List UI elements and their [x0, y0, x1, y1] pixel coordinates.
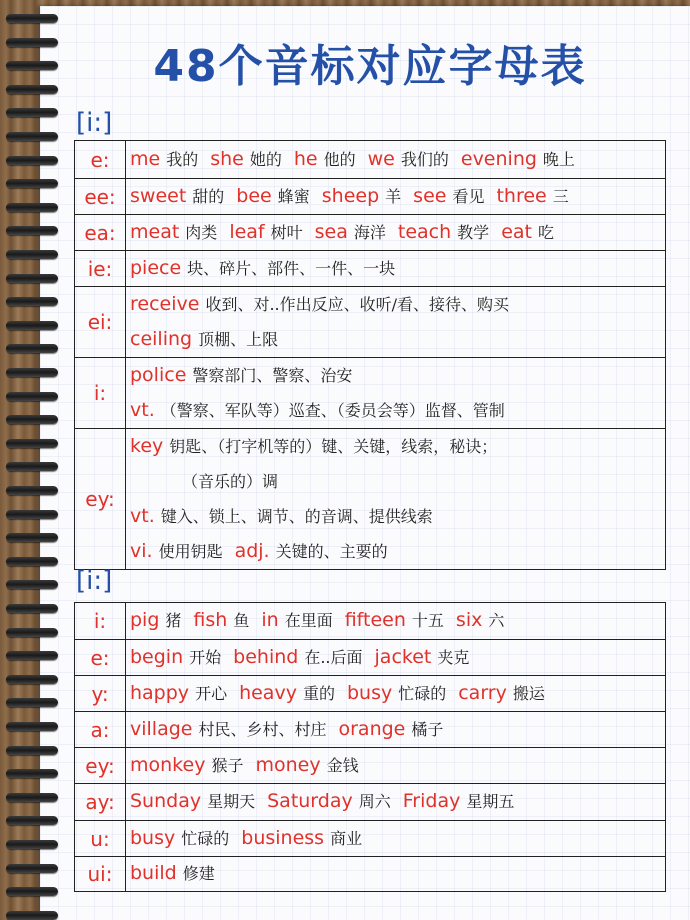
- word-cell: [126, 857, 666, 892]
- word-cell: [126, 748, 666, 784]
- word-line: [130, 784, 661, 820]
- english-word: see: [413, 185, 447, 207]
- word-line: [130, 251, 661, 286]
- chinese-meaning: 警察部门、警察、治安: [192, 366, 353, 385]
- word-cell: [126, 603, 666, 640]
- english-word: leaf: [229, 221, 265, 243]
- spiral-ring: [6, 816, 58, 825]
- chinese-meaning: 忙碌的: [181, 829, 230, 848]
- english-word: he: [293, 148, 318, 170]
- spiral-ring: [6, 415, 58, 424]
- section-label-2: [i:]: [76, 566, 113, 596]
- spiral-ring: [6, 274, 58, 283]
- word-cell: [126, 179, 666, 215]
- spiral-ring: [6, 462, 58, 471]
- english-word: teach: [397, 221, 452, 243]
- word-line: [130, 821, 661, 856]
- word-line: [130, 857, 661, 891]
- english-word: eat: [501, 221, 532, 243]
- chinese-meaning: 村民、乡村、村庄: [198, 720, 327, 739]
- table-row: [75, 676, 666, 712]
- spiral-ring: [6, 250, 58, 259]
- english-word: three: [496, 185, 547, 207]
- english-word: orange: [338, 718, 406, 740]
- chinese-meaning: 猴子: [211, 756, 244, 775]
- spiral-ring: [6, 628, 58, 637]
- chinese-meaning: 周六: [358, 792, 391, 811]
- chinese-meaning: 顶棚、上限: [198, 330, 279, 349]
- spiral-ring: [6, 911, 58, 920]
- spiral-ring: [6, 698, 58, 707]
- word-cell: [126, 251, 666, 287]
- chinese-meaning: 蜂蜜: [277, 187, 310, 206]
- chinese-meaning: 重的: [302, 684, 335, 703]
- english-word: sea: [314, 221, 348, 243]
- spiral-ring: [6, 840, 58, 849]
- spiral-ring: [6, 604, 58, 613]
- spiral-ring: [6, 344, 58, 353]
- english-word: adj.: [234, 540, 270, 562]
- word-line: [130, 640, 661, 675]
- chinese-meaning: 键入、锁上、调节、的音调、提供线索: [160, 507, 433, 526]
- chinese-meaning: 收到、对..作出反应、收听/看、接待、购买: [205, 295, 510, 314]
- chinese-meaning: 在里面: [284, 611, 333, 630]
- word-cell: [126, 429, 666, 570]
- page-title: 48个音标对应字母表: [153, 41, 587, 92]
- spiral-ring: [6, 746, 58, 755]
- english-word: she: [210, 148, 244, 170]
- spiral-ring: [6, 793, 58, 802]
- word-cell: [126, 712, 666, 748]
- english-word: monkey: [130, 754, 206, 776]
- spiral-ring: [6, 769, 58, 778]
- word-cell: [126, 676, 666, 712]
- phonetic-key: i:: [75, 358, 126, 429]
- word-cell: [126, 821, 666, 857]
- spiral-ring: [6, 179, 58, 188]
- english-word: village: [130, 718, 193, 740]
- phonetic-key: ie:: [75, 251, 126, 287]
- english-word: meat: [130, 221, 180, 243]
- english-word: sheep: [321, 185, 380, 207]
- spiral-ring: [6, 108, 58, 117]
- chinese-meaning: 星期五: [466, 792, 515, 811]
- english-word: piece: [130, 257, 182, 279]
- phonetic-table-2: [74, 602, 666, 892]
- english-word: vi.: [130, 540, 153, 562]
- word-line: [130, 748, 661, 783]
- english-word: six: [455, 609, 483, 631]
- chinese-meaning: 三: [552, 187, 569, 206]
- english-word: business: [241, 827, 325, 849]
- spiral-ring: [6, 85, 58, 94]
- table-row: [75, 603, 666, 640]
- chinese-meaning: 海洋: [353, 223, 386, 242]
- phonetic-key: ei:: [75, 287, 126, 358]
- section-label-1: [i:]: [76, 108, 113, 138]
- table-row: [75, 784, 666, 821]
- spiral-ring: [6, 887, 58, 896]
- chinese-meaning: 星期天: [207, 792, 256, 811]
- chinese-meaning: （音乐的）调: [182, 472, 279, 491]
- chinese-meaning: 钥匙、（打字机等的）键、关键，线索，秘诀；: [169, 437, 498, 456]
- english-word: bee: [236, 185, 272, 207]
- chinese-meaning: 十五: [411, 611, 444, 630]
- spiral-ring: [6, 297, 58, 306]
- table-row: [75, 215, 666, 251]
- word-cell: [126, 215, 666, 251]
- table-row: [75, 358, 666, 429]
- english-word: Friday: [402, 790, 461, 812]
- chinese-meaning: 晚上: [542, 150, 575, 169]
- english-word: we: [367, 148, 395, 170]
- chinese-meaning: 我们的: [400, 150, 449, 169]
- spiral-ring: [6, 61, 58, 70]
- english-word: jacket: [374, 646, 432, 668]
- chinese-meaning: 搬运: [512, 684, 545, 703]
- english-word: busy: [346, 682, 393, 704]
- chinese-meaning: 她的: [249, 150, 282, 169]
- chinese-meaning: 他的: [323, 150, 356, 169]
- phonetic-key: i:: [75, 603, 126, 640]
- word-line: [130, 358, 661, 393]
- table-row: [75, 748, 666, 784]
- spiral-binding: [0, 0, 60, 920]
- word-line: [130, 287, 661, 322]
- chinese-meaning: 使用钥匙: [158, 542, 223, 561]
- spiral-ring: [6, 510, 58, 519]
- english-word: Sunday: [130, 790, 202, 812]
- spiral-ring: [6, 321, 58, 330]
- phonetic-key: ea:: [75, 215, 126, 251]
- word-line: [130, 141, 661, 178]
- spiral-ring: [6, 651, 58, 660]
- word-line: [130, 676, 661, 711]
- english-word: carry: [458, 682, 507, 704]
- table-row: [75, 251, 666, 287]
- english-word: sweet: [130, 185, 187, 207]
- spiral-ring: [6, 533, 58, 542]
- chinese-meaning: 金钱: [326, 756, 359, 775]
- english-word: police: [130, 364, 187, 386]
- chinese-meaning: 鱼: [233, 611, 250, 630]
- chinese-meaning: 猪: [165, 611, 182, 630]
- phonetic-key: ui:: [75, 857, 126, 892]
- chinese-meaning: 在..后面: [304, 648, 363, 667]
- word-line: [130, 215, 661, 250]
- chinese-meaning: 关键的、主要的: [275, 542, 388, 561]
- spiral-ring: [6, 38, 58, 47]
- chinese-meaning: 开始: [189, 648, 222, 667]
- english-word: vt.: [130, 505, 155, 527]
- table-row: [75, 429, 666, 570]
- chinese-meaning: 我的: [166, 150, 199, 169]
- spiral-ring: [6, 580, 58, 589]
- word-line: [130, 393, 661, 428]
- spiral-ring: [6, 226, 58, 235]
- phonetic-key: ay:: [75, 784, 126, 821]
- table-row: [75, 712, 666, 748]
- phonetic-key: e:: [75, 141, 126, 179]
- english-word: key: [130, 435, 164, 457]
- english-word: ceiling: [130, 328, 193, 350]
- table-row: [75, 179, 666, 215]
- spiral-ring: [6, 368, 58, 377]
- english-word: build: [130, 862, 177, 884]
- english-word: vt.: [130, 399, 155, 421]
- english-word: me: [130, 148, 161, 170]
- word-line: [130, 499, 661, 534]
- chinese-meaning: 肉类: [185, 223, 218, 242]
- english-word: heavy: [239, 682, 297, 704]
- english-word: fish: [193, 609, 228, 631]
- word-line: [130, 429, 661, 464]
- chinese-meaning: 教学: [457, 223, 490, 242]
- english-word: fifteen: [344, 609, 406, 631]
- word-line: [130, 603, 661, 639]
- word-cell: [126, 640, 666, 676]
- phonetic-key: u:: [75, 821, 126, 857]
- phonetic-key: e:: [75, 640, 126, 676]
- spiral-ring: [6, 203, 58, 212]
- table-row: [75, 141, 666, 179]
- phonetic-key: ey:: [75, 429, 126, 570]
- english-word: receive: [130, 293, 200, 315]
- phonetic-key: a:: [75, 712, 126, 748]
- word-cell: [126, 287, 666, 358]
- chinese-meaning: 商业: [330, 829, 363, 848]
- spiral-ring: [6, 722, 58, 731]
- chinese-meaning: 橘子: [411, 720, 444, 739]
- word-line: [130, 179, 661, 214]
- chinese-meaning: 看见: [452, 187, 485, 206]
- spiral-ring: [6, 864, 58, 873]
- phonetic-key: ee:: [75, 179, 126, 215]
- english-word: money: [255, 754, 321, 776]
- english-word: happy: [130, 682, 190, 704]
- english-word: pig: [130, 609, 160, 631]
- english-word: in: [261, 609, 279, 631]
- chinese-meaning: 忙碌的: [398, 684, 447, 703]
- phonetic-key: ey:: [75, 748, 126, 784]
- chinese-meaning: 羊: [385, 187, 402, 206]
- chinese-meaning: 修建: [182, 864, 215, 883]
- table-row: [75, 287, 666, 358]
- word-cell: [126, 784, 666, 821]
- spiral-ring: [6, 14, 58, 23]
- chinese-meaning: 树叶: [270, 223, 303, 242]
- word-cell: [126, 141, 666, 179]
- phonetic-table-1: [74, 140, 666, 570]
- spiral-ring: [6, 132, 58, 141]
- table-row: [75, 821, 666, 857]
- english-word: Saturday: [267, 790, 353, 812]
- word-cell: [126, 358, 666, 429]
- chinese-meaning: （警察、军队等）巡查、（委员会等）监督、管制: [160, 401, 505, 420]
- english-word: begin: [130, 646, 184, 668]
- table-row: [75, 857, 666, 892]
- word-line: [130, 534, 661, 569]
- chinese-meaning: 六: [488, 611, 505, 630]
- chinese-meaning: 开心: [195, 684, 228, 703]
- chinese-meaning: 块、碎片、部件、一件、一块: [187, 259, 396, 278]
- english-word: evening: [460, 148, 537, 170]
- spiral-ring: [6, 392, 58, 401]
- spiral-ring: [6, 156, 58, 165]
- spiral-ring: [6, 439, 58, 448]
- table-row: [75, 640, 666, 676]
- chinese-meaning: 吃: [537, 223, 554, 242]
- phonetic-key: y:: [75, 676, 126, 712]
- chinese-meaning: 甜的: [192, 187, 225, 206]
- spiral-ring: [6, 486, 58, 495]
- english-word: busy: [130, 827, 176, 849]
- word-line: [130, 464, 661, 499]
- word-line: [130, 712, 661, 747]
- chinese-meaning: 夹克: [437, 648, 470, 667]
- spiral-ring: [6, 557, 58, 566]
- english-word: behind: [233, 646, 299, 668]
- spiral-ring: [6, 675, 58, 684]
- word-line: [130, 322, 661, 357]
